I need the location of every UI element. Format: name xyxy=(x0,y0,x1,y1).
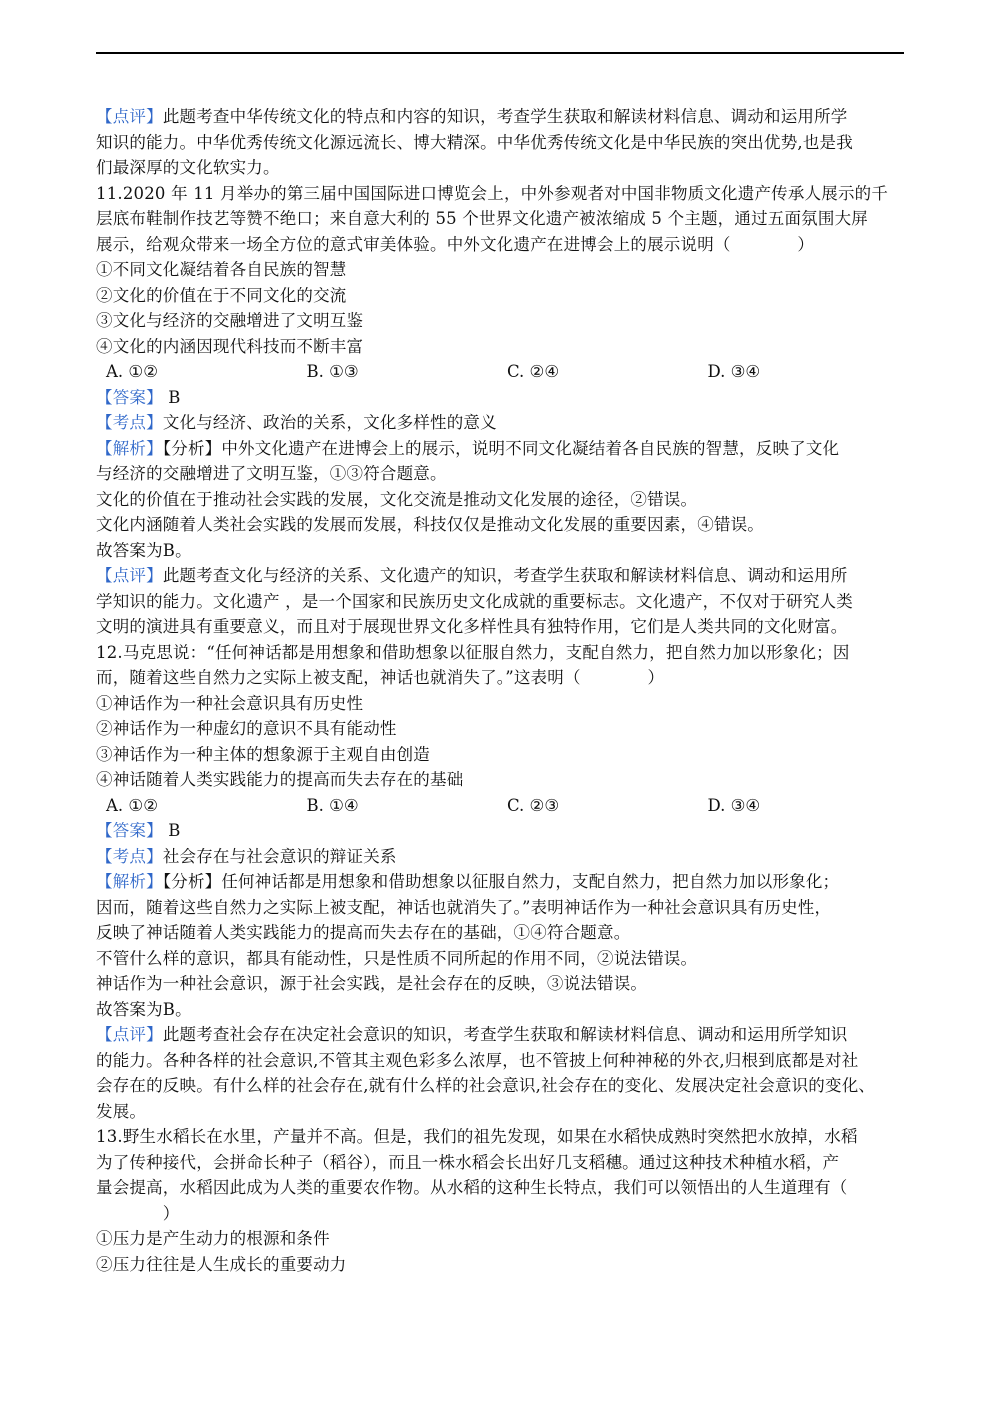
q12-review-line: 会存在的反映。有什么样的社会存在,就有什么样的社会意识,社会存在的变化、发展决定社会意识的变化、 xyxy=(96,1076,876,1095)
option-a: A. ①② xyxy=(106,362,158,381)
review-tag: 【点评】 xyxy=(96,1025,163,1044)
analysis-tag: 【解析】 xyxy=(96,438,163,458)
q12-item: ③神话作为一种主体的想象源于主观自由创造 xyxy=(96,744,430,764)
option-d: D. ③④ xyxy=(707,795,761,815)
q10-review-line: 【点评】此题考查中华传统文化的特点和内容的知识，考查学生获取和解读材料信息、调动和运用所学 xyxy=(96,107,848,126)
q11-review-line: 文明的演进具有重要意义，而且对于展现世界文化多样性具有独特作用，它们是人类共同的文化财富。 xyxy=(96,617,848,636)
option-a: A. ①② xyxy=(106,795,158,815)
q10-review-line: 知识的能力。中华优秀传统文化源远流长、博大精深。中华优秀传统文化是中华民族的突出优势,也是我 xyxy=(96,132,853,152)
q11-analysis-line: 文化的价值在于推动社会实践的发展，文化交流是推动文化发展的途径，②错误。 xyxy=(96,489,698,509)
q11-review-line: 学知识的能力。文化遗产 ，是一个国家和民族历史文化成就的重要标志。文化遗产，不仅对于研究人类 xyxy=(96,591,853,611)
q12-analysis-line: 【解析】【分析】任何神话都是用想象和借助想象以征服自然力，支配自然力，把自然力加以形象化； xyxy=(96,872,840,891)
q12-item: ④神话随着人类实践能力的提高而失去存在的基础 xyxy=(96,770,464,789)
q12-analysis-line: 反映了神话随着人类实践能力的提高而失去存在的基础，①④符合题意。 xyxy=(96,923,631,942)
q12-options xyxy=(96,793,908,819)
q11-answer: 【答案】 B xyxy=(96,387,181,407)
q12-answer: 【答案】 B xyxy=(96,821,181,840)
q11-stem-line: 层底布鞋制作技艺等赞不绝口；来自意大利的 55 个世界文化遗产被浓缩成 5 个主题，通过五面氛围大屏 xyxy=(96,209,868,228)
q13-stem-line: 为了传种接代，会拼命长种子（稻谷），而且一株水稻会长出好几支稻穗。通过这种技术种植水稻，产 xyxy=(96,1152,840,1172)
q10-review-line: 们最深厚的文化软实力。 xyxy=(96,158,280,177)
q11-review-line: 【点评】此题考查文化与经济的关系、文化遗产的知识，考查学生获取和解读材料信息、调动和运用所 xyxy=(96,566,848,585)
option-c: C. ②④ xyxy=(507,362,560,381)
q11-point: 【考点】文化与经济、政治的关系，文化多样性的意义 xyxy=(96,413,497,432)
option-d: D. ③④ xyxy=(707,362,761,381)
q12-review-line: 的能力。各种各样的社会意识,不管其主观色彩多么浓厚，也不管披上何种神秘的外衣,归根到底都是对社 xyxy=(96,1050,859,1070)
q11-stem-line: 11.2020 年 11 月举办的第三届中国国际进口博览会上，中外参观者对中国非物质文化遗产传承人展示的千 xyxy=(96,183,889,203)
q12-item: ②神话作为一种虚幻的意识不具有能动性 xyxy=(96,719,397,738)
q11-analysis-line: 文化内涵随着人类社会实践的发展而发展，科技仅仅是推动文化发展的重要因素，④错误。 xyxy=(96,515,764,534)
point-tag: 【考点】 xyxy=(96,846,163,866)
q12-review-line: 【点评】此题考查社会存在决定社会意识的知识，考查学生获取和解读材料信息、调动和运用所学知识 xyxy=(96,1025,848,1044)
header-rule xyxy=(96,52,904,54)
q12-review-line: 发展。 xyxy=(96,1101,147,1121)
q13-stem-line: ） xyxy=(96,1203,180,1223)
q12-item: ①神话作为一种社会意识具有历史性 xyxy=(96,693,364,713)
q11-stem-line: 展示，给观众带来一场全方位的意式审美体验。中外文化遗产在进博会上的展示说明（ ） xyxy=(96,234,815,254)
q12-point: 【考点】社会存在与社会意识的辩证关系 xyxy=(96,846,397,866)
q11-analysis-line: 与经济的交融增进了文明互鉴，①③符合题意。 xyxy=(96,464,447,483)
q11-item: ①不同文化凝结着各自民族的智慧 xyxy=(96,260,347,279)
option-b: B. ①④ xyxy=(306,795,359,815)
q13-stem-line: 量会提高，水稻因此成为人类的重要农作物。从水稻的这种生长特点，我们可以领悟出的人生道理有（ xyxy=(96,1178,848,1197)
q11-item: ②文化的价值在于不同文化的交流 xyxy=(96,285,347,305)
option-b: B. ①③ xyxy=(306,362,359,381)
q12-stem-line: 而，随着这些自然力之实际上被支配，神话也就消失了。”这表明（ ） xyxy=(96,668,665,687)
q12-analysis-line: 故答案为B。 xyxy=(96,999,192,1019)
q12-analysis-line: 因而，随着这些自然力之实际上被支配，神话也就消失了。”表明神话作为一种社会意识具有历史性， xyxy=(96,897,832,917)
q12-analysis-line: 神话作为一种社会意识，源于社会实践，是社会存在的反映，③说法错误。 xyxy=(96,974,648,993)
answer-tag: 【答案】 xyxy=(96,821,163,840)
q13-item: ①压力是产生动力的根源和条件 xyxy=(96,1229,330,1248)
review-tag: 【点评】 xyxy=(96,566,163,585)
q11-item: ④文化的内涵因现代科技而不断丰富 xyxy=(96,336,364,356)
q12-stem-line: 12.马克思说：“任何神话都是用想象和借助想象以征服自然力，支配自然力，把自然力加以形象化；因 xyxy=(96,642,850,662)
q13-stem-line: 13.野生水稻长在水里，产量并不高。但是，我们的祖先发现，如果在水稻快成熟时突然把水放掉，水稻 xyxy=(96,1127,858,1146)
option-c: C. ②③ xyxy=(507,795,560,815)
document-body xyxy=(96,104,908,1277)
analysis-tag: 【解析】 xyxy=(96,872,163,891)
q11-analysis-line: 【解析】【分析】中外文化遗产在进博会上的展示，说明不同文化凝结着各自民族的智慧，反映了文化 xyxy=(96,438,840,458)
q11-item: ③文化与经济的交融增进了文明互鉴 xyxy=(96,311,364,330)
review-tag: 【点评】 xyxy=(96,107,163,126)
point-tag: 【考点】 xyxy=(96,413,163,432)
q12-analysis-line: 不管什么样的意识，都具有能动性，只是性质不同所起的作用不同，②说法错误。 xyxy=(96,948,698,968)
answer-tag: 【答案】 xyxy=(96,387,163,407)
q13-item: ②压力往往是人生成长的重要动力 xyxy=(96,1254,347,1274)
q11-options xyxy=(96,359,908,385)
q11-analysis-line: 故答案为B。 xyxy=(96,540,192,560)
